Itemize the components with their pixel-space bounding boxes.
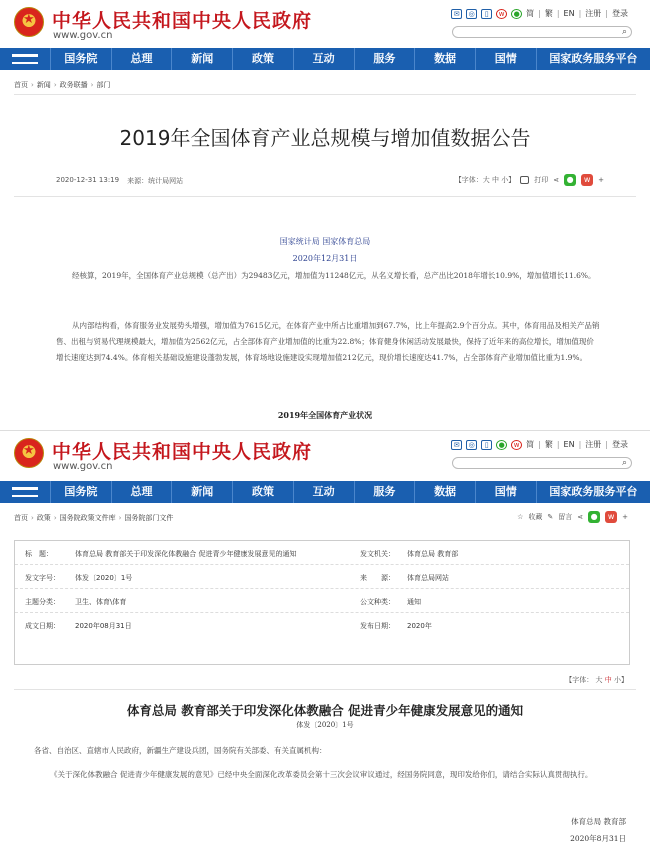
- page-title: 2019年全国体育产业总规模与增加值数据公告: [119, 126, 531, 150]
- divider: [14, 196, 636, 197]
- nav-services[interactable]: 服务: [354, 48, 415, 70]
- print-icon[interactable]: [520, 176, 529, 184]
- breadcrumb-home[interactable]: 首页: [14, 81, 28, 89]
- document-number: 体发〔2020〕1号: [296, 721, 354, 729]
- font-size-small[interactable]: 小】: [614, 676, 628, 684]
- search-input[interactable]: [452, 26, 632, 38]
- site-url: www.gov.cn: [53, 30, 113, 41]
- nav-services[interactable]: 服务: [354, 481, 415, 503]
- divider: [14, 94, 636, 95]
- info-row: [15, 589, 629, 613]
- wechat-share-icon[interactable]: ●: [564, 174, 576, 186]
- divider: [14, 689, 636, 690]
- nav-gov-service-platform[interactable]: 国家政务服务平台: [536, 48, 650, 70]
- national-emblem-icon[interactable]: [14, 438, 44, 468]
- source-link[interactable]: 统计局网站: [148, 177, 184, 185]
- title-label: 标 题：: [25, 550, 53, 558]
- link-simplified[interactable]: 简: [526, 440, 535, 449]
- link-login[interactable]: 登录: [612, 440, 628, 449]
- comment-icon[interactable]: ✎: [547, 513, 554, 521]
- issuing-agencies: 国家统计局 国家体育总局: [279, 237, 371, 246]
- font-size-switcher[interactable]: 【字体：大 中 小】: [454, 176, 516, 184]
- breadcrumb-gov-broadcast[interactable]: 政务联播: [59, 81, 88, 89]
- source-value: 体育总局网站: [407, 574, 449, 582]
- link-english[interactable]: EN: [563, 440, 575, 449]
- nav-premier[interactable]: 总理: [111, 48, 172, 70]
- nav-policy[interactable]: 政策: [232, 48, 293, 70]
- addressee: 各省、自治区、直辖市人民政府，新疆生产建设兵团，国务院有关部委、有关直属机构：: [34, 746, 327, 755]
- doc-type-label: 公文种类：: [360, 598, 395, 606]
- search-icon[interactable]: ⌕: [621, 27, 627, 37]
- written-date-label: 成文日期：: [25, 622, 60, 630]
- link-simplified[interactable]: 简: [526, 9, 535, 18]
- home-gate-icon[interactable]: [0, 48, 50, 70]
- written-date-value: 2020年08月31日: [75, 622, 132, 630]
- article-meta: [56, 176, 183, 186]
- site-url: www.gov.cn: [53, 461, 113, 472]
- weibo-icon[interactable]: w: [511, 440, 522, 450]
- mail-icon[interactable]: ✉: [451, 9, 462, 19]
- wechat-icon[interactable]: ●: [511, 9, 522, 19]
- info-row: [15, 565, 629, 589]
- info-row: [15, 541, 629, 565]
- issuer-label: 发文机关：: [360, 550, 395, 558]
- home-gate-icon[interactable]: [0, 481, 50, 503]
- document-title: 体育总局 教育部关于印发深化体教融合 促进青少年健康发展意见的通知: [126, 703, 524, 718]
- screenshot-policy-notice: [0, 430, 650, 855]
- link-traditional[interactable]: 繁: [544, 440, 553, 449]
- docno-value: 体发〔2020〕1号: [75, 574, 133, 582]
- mobile-icon[interactable]: ▯: [481, 440, 492, 450]
- article-paragraph: 从内部结构看，体育服务业发展势头增强，增加值为7615亿元，在体育产业中所占比重增加到67.7%，比上年提高2.9个百分点。其中，体育用品及相关产品销售、出租与贸易代理规模最大，增加值为2562亿元，占全部体育产业增加值的比重为22.8%；体育健身休闲活动发展最快，保持了近年来的高位增长，增加值现价增长速度达到74.4%。体育相关基础设施建设蓬勃发展，体育场地设施建设实现增加值212亿元，现价增长速度达41.7%，占全部体育产业增加值比重为1.9%。: [56, 321, 600, 362]
- source-label: 来源：: [127, 177, 149, 185]
- link-login[interactable]: 登录: [612, 9, 628, 18]
- wechat-share-icon[interactable]: ●: [588, 511, 600, 523]
- print-button[interactable]: 打印: [534, 176, 549, 184]
- more-share-icon[interactable]: +: [598, 176, 604, 184]
- sign-date: 2020年8月31日: [570, 834, 626, 843]
- site-title[interactable]: 中华人民共和国中央人民政府: [52, 441, 313, 463]
- nav-news[interactable]: 新闻: [171, 481, 232, 503]
- link-english[interactable]: EN: [563, 9, 575, 18]
- font-size-large[interactable]: 大: [595, 676, 603, 684]
- published-date-label: 发布日期：: [360, 622, 395, 630]
- nav-state-council[interactable]: 国务院: [50, 48, 111, 70]
- breadcrumb-policy[interactable]: 政策: [36, 514, 51, 522]
- breadcrumb: 首页 › 新闻 › 政务联播 › 部门: [14, 81, 111, 89]
- issuer-value: 体育总局 教育部: [407, 550, 459, 558]
- main-nav: [0, 48, 650, 70]
- published-date-value: 2020年: [407, 622, 432, 630]
- link-register[interactable]: 注册: [585, 440, 602, 449]
- nav-interaction[interactable]: 互动: [293, 48, 354, 70]
- topic-value: 卫生、体育\体育: [75, 598, 127, 606]
- nav-interaction[interactable]: 互动: [293, 481, 354, 503]
- issue-date: 2020年12月31日: [292, 254, 358, 263]
- nav-data[interactable]: 数据: [414, 481, 475, 503]
- nav-national-info[interactable]: 国情: [475, 481, 536, 503]
- title-value: 体育总局 教育部关于印发深化体教融合 促进青少年健康发展意见的通知: [75, 550, 297, 558]
- more-share-icon[interactable]: +: [622, 513, 628, 521]
- link-traditional[interactable]: 繁: [544, 9, 553, 18]
- mail-icon[interactable]: ✉: [451, 440, 462, 450]
- doc-type-value: 通知: [407, 598, 421, 606]
- breadcrumb-home[interactable]: 首页: [14, 514, 28, 522]
- document-body: 《关于深化体教融合 促进青少年健康发展的意见》已经中央全面深化改革委员会第十三次会议审议通过，经国务院同意，现印发给你们，请结合实际认真贯彻执行。: [50, 770, 593, 779]
- app-icon[interactable]: ◎: [466, 440, 477, 450]
- breadcrumb-department-docs[interactable]: 国务院部门文件: [124, 514, 174, 522]
- nav-policy[interactable]: 政策: [232, 481, 293, 503]
- comment-button[interactable]: 留言: [558, 513, 573, 521]
- signature: 体育总局 教育部: [571, 817, 626, 826]
- article-tools: [455, 174, 604, 186]
- font-size-medium[interactable]: 中: [604, 676, 612, 684]
- link-register[interactable]: 注册: [585, 9, 602, 18]
- top-links: ✉ ◎ ▯ ● w 简 | 繁 | EN | 注册 | 登录: [451, 439, 628, 450]
- app-icon[interactable]: ◎: [466, 9, 477, 19]
- site-header: [0, 0, 650, 48]
- nav-national-info[interactable]: 国情: [475, 48, 536, 70]
- font-size-label: 【字体：: [565, 676, 594, 684]
- document-info-table: [14, 540, 630, 665]
- weibo-share-icon[interactable]: w: [581, 174, 593, 186]
- table-heading: 2019年全国体育产业状况: [277, 410, 373, 420]
- nav-premier[interactable]: 总理: [111, 481, 172, 503]
- topic-label: 主题分类：: [25, 598, 60, 606]
- breadcrumb-policy-library[interactable]: 国务院政策文件库: [59, 514, 116, 522]
- nav-state-council[interactable]: 国务院: [50, 481, 111, 503]
- share-icon[interactable]: ⋖: [577, 513, 584, 521]
- site-title[interactable]: 中华人民共和国中央人民政府: [52, 10, 313, 32]
- weibo-share-icon[interactable]: w: [605, 511, 617, 523]
- source-label: 来 源：: [360, 574, 395, 582]
- docno-label: 发文字号：: [25, 574, 60, 582]
- breadcrumb-departments[interactable]: 部门: [96, 81, 111, 89]
- article-paragraph: 经核算，2019年，全国体育产业总规模（总产出）为29483亿元，增加值为11248亿元，从名义增长看，总产出比2018年增长10.9%，增加值增长11.6%。: [72, 271, 596, 280]
- article-actions: [517, 511, 628, 523]
- nav-news[interactable]: 新闻: [171, 48, 232, 70]
- main-nav: [0, 481, 650, 503]
- weibo-icon[interactable]: w: [496, 9, 507, 19]
- nav-gov-service-platform[interactable]: 国家政务服务平台: [536, 481, 650, 503]
- favorite-button[interactable]: 收藏: [528, 513, 543, 521]
- breadcrumb-news[interactable]: 新闻: [36, 81, 51, 89]
- font-size-switcher: [565, 675, 628, 685]
- info-row: [15, 613, 629, 641]
- share-icon[interactable]: ⋖: [553, 176, 560, 184]
- breadcrumb: 首页 › 政策 › 国务院政策文件库 › 国务院部门文件: [14, 514, 174, 522]
- top-links: ✉ ◎ ▯ w ● 简 | 繁 | EN | 注册 | 登录: [451, 8, 628, 19]
- star-icon[interactable]: ☆: [517, 513, 524, 521]
- nav-data[interactable]: 数据: [414, 48, 475, 70]
- national-emblem-icon[interactable]: [14, 7, 44, 37]
- search-icon[interactable]: ⌕: [621, 458, 627, 468]
- wechat-icon[interactable]: ●: [496, 440, 507, 450]
- search-input[interactable]: [452, 457, 632, 469]
- publish-date: 2020-12-31 13:19: [56, 176, 120, 184]
- site-header: [0, 431, 650, 479]
- mobile-icon[interactable]: ▯: [481, 9, 492, 19]
